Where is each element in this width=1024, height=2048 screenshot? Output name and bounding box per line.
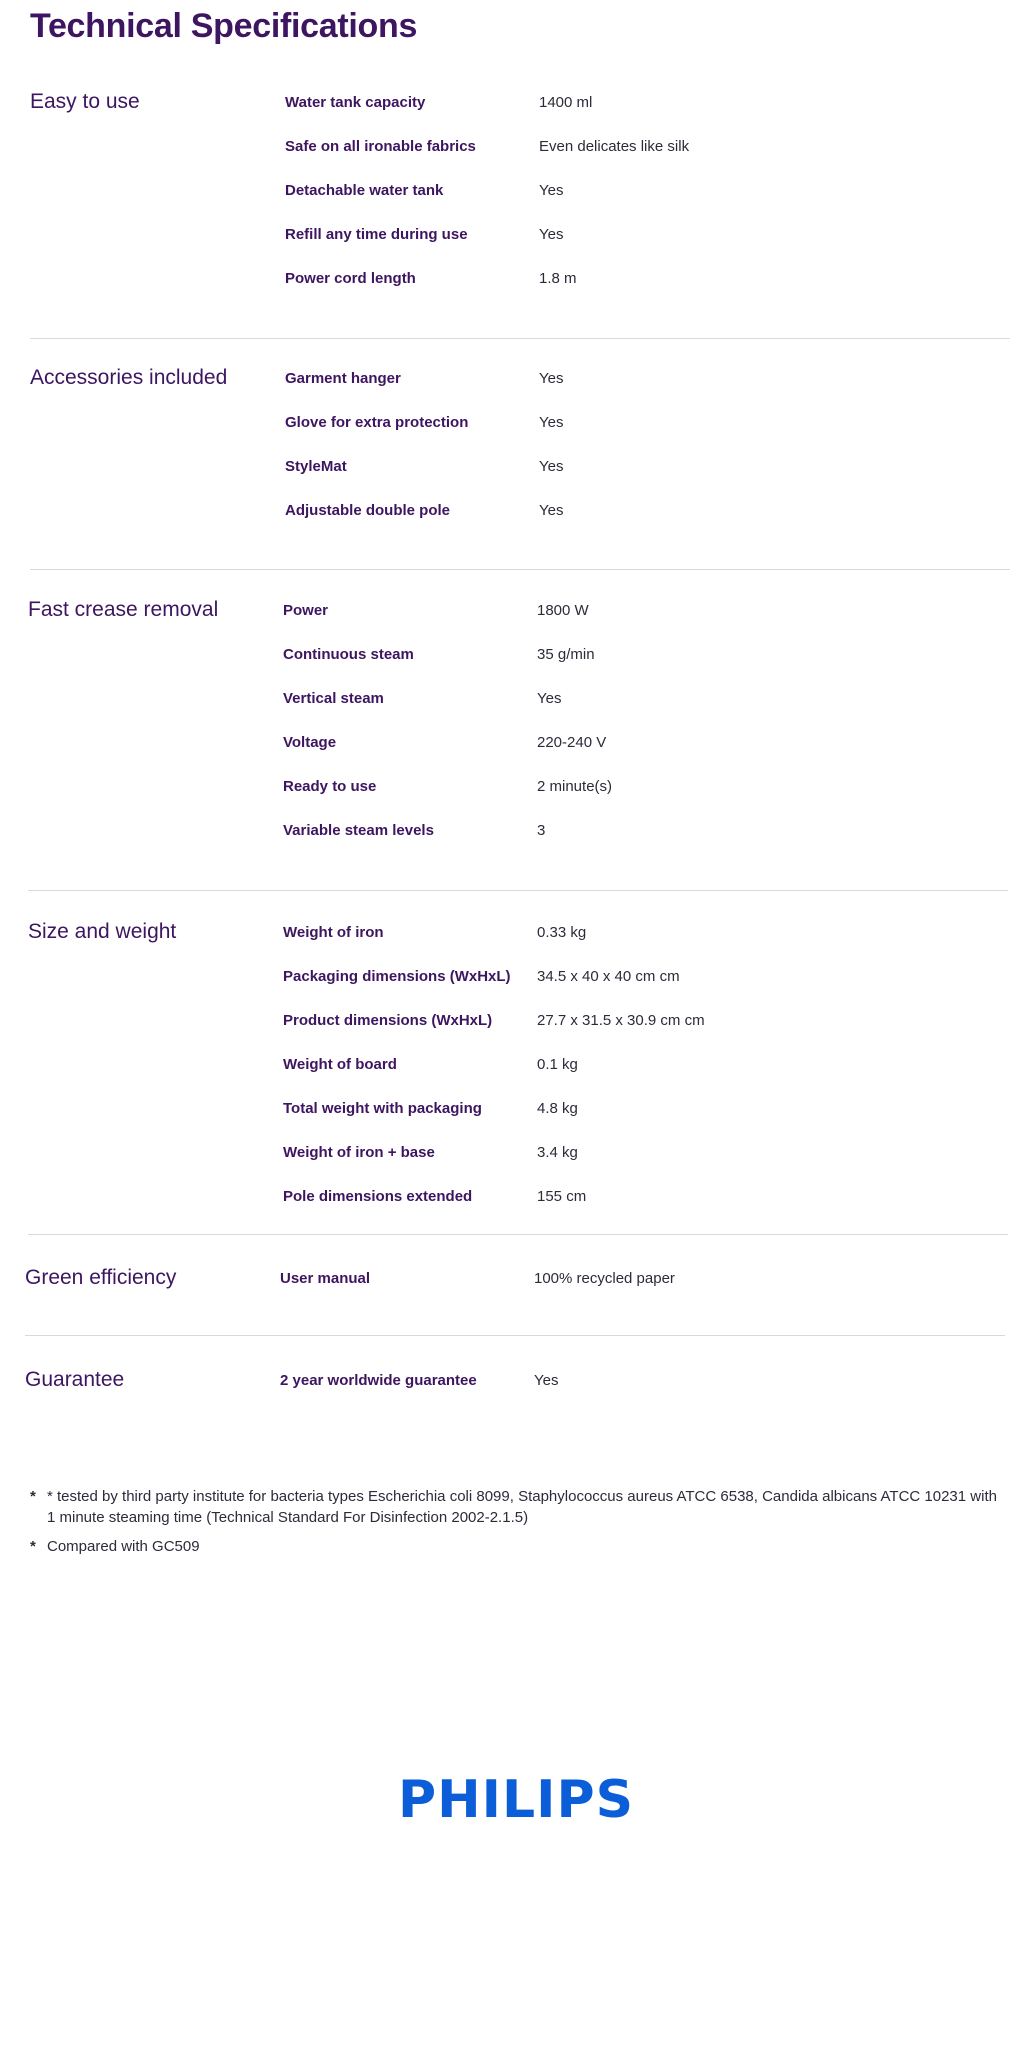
- spec-section-accessories-included: [30, 364, 1010, 570]
- spec-value: Yes: [534, 1372, 559, 1389]
- spec-value: 155 cm: [537, 1188, 587, 1205]
- spec-label: Glove for extra protection: [285, 414, 469, 431]
- spec-row: [283, 965, 1003, 1009]
- spec-value: 34.5 x 40 x 40 cm cm: [537, 968, 680, 985]
- footnote: [30, 1536, 1005, 1557]
- spec-list: [285, 367, 1005, 543]
- spec-label: Detachable water tank: [285, 182, 444, 199]
- spec-label: Voltage: [283, 734, 337, 751]
- spec-section-size-and-weight: [28, 918, 1008, 1235]
- spec-label: Total weight with packaging: [283, 1100, 482, 1117]
- spec-row: [283, 599, 1003, 643]
- spec-value: 4.8 kg: [537, 1100, 578, 1117]
- spec-list: [283, 599, 1003, 863]
- spec-value: 1.8 m: [539, 270, 577, 287]
- section-title: Accessories included: [30, 366, 228, 389]
- spec-value: 1800 W: [537, 602, 589, 619]
- spec-value: Yes: [539, 226, 564, 243]
- spec-value: Yes: [539, 458, 564, 475]
- spec-value: 0.33 kg: [537, 924, 587, 941]
- spec-label: Weight of board: [283, 1056, 397, 1073]
- spec-row: [285, 367, 1005, 411]
- spec-row: [285, 267, 1005, 311]
- spec-row: [285, 91, 1005, 135]
- spec-label: Ready to use: [283, 778, 377, 795]
- spec-value: Yes: [539, 414, 564, 431]
- spec-row: [285, 135, 1005, 179]
- spec-list: [280, 1369, 1000, 1413]
- spec-value: 0.1 kg: [537, 1056, 578, 1073]
- spec-value: 3.4 kg: [537, 1144, 578, 1161]
- spec-label: StyleMat: [285, 458, 347, 475]
- spec-label: Pole dimensions extended: [283, 1188, 473, 1205]
- footnote-text: * tested by third party institute for bacteria types Escherichia coli 8099, Staphylococcus aureus ATCC 6538, Candida albicans ATCC 10231 with 1 minute steaming time (Technical Standard For Disinfection 2002-2.1.5): [47, 1488, 997, 1526]
- footnote-asterisk: *: [30, 1538, 36, 1555]
- spec-row: [285, 223, 1005, 267]
- spec-label: Weight of iron + base: [283, 1144, 435, 1161]
- spec-label: Safe on all ironable fabrics: [285, 138, 476, 155]
- footnote: [30, 1486, 1005, 1528]
- spec-row: [283, 1053, 1003, 1097]
- spec-list: [285, 91, 1005, 311]
- spec-label: Product dimensions (WxHxL): [283, 1012, 493, 1029]
- spec-label: Power: [283, 602, 329, 619]
- spec-row: [283, 921, 1003, 965]
- spec-row: [283, 643, 1003, 687]
- spec-value: Yes: [539, 502, 564, 519]
- spec-section-fast-crease-removal: [28, 596, 1008, 891]
- spec-label: Water tank capacity: [285, 94, 426, 111]
- spec-value: 2 minute(s): [537, 778, 613, 795]
- section-title: Size and weight: [28, 920, 177, 943]
- spec-row: [285, 411, 1005, 455]
- spec-row: [283, 1097, 1003, 1141]
- section-title: Guarantee: [25, 1368, 125, 1391]
- spec-row: [285, 499, 1005, 543]
- spec-label: Continuous steam: [283, 646, 414, 663]
- spec-row: [280, 1369, 1000, 1413]
- section-title: Fast crease removal: [28, 598, 219, 621]
- spec-label: Refill any time during use: [285, 226, 468, 243]
- spec-row: [285, 179, 1005, 223]
- footnotes: [30, 1486, 1005, 1565]
- spec-label: Variable steam levels: [283, 822, 434, 839]
- spec-row: [283, 1185, 1003, 1229]
- page-title: Technical Specifications: [30, 7, 418, 45]
- spec-value: Even delicates like silk: [539, 138, 690, 155]
- section-title: Easy to use: [30, 90, 140, 113]
- spec-label: Packaging dimensions (WxHxL): [283, 968, 511, 985]
- spec-row: [283, 819, 1003, 863]
- spec-value: 3: [537, 822, 546, 839]
- spec-row: [283, 1009, 1003, 1053]
- footnote-text: Compared with GC509: [47, 1538, 200, 1555]
- spec-row: [283, 687, 1003, 731]
- spec-section-easy-to-use: [30, 88, 1010, 339]
- spec-label: Vertical steam: [283, 690, 384, 707]
- section-title: Green efficiency: [25, 1266, 177, 1289]
- spec-value: 35 g/min: [537, 646, 595, 663]
- spec-row: [285, 455, 1005, 499]
- spec-section-guarantee: [25, 1366, 1005, 1426]
- spec-row: [283, 731, 1003, 775]
- spec-value: Yes: [539, 182, 564, 199]
- philips-logo: PHILIPS: [398, 1770, 635, 1830]
- spec-row: [283, 1141, 1003, 1185]
- spec-label: Garment hanger: [285, 370, 401, 387]
- spec-value: 1400 ml: [539, 94, 593, 111]
- spec-label: Weight of iron: [283, 924, 384, 941]
- spec-label: Adjustable double pole: [285, 502, 451, 519]
- spec-value: Yes: [537, 690, 562, 707]
- spec-row: [283, 775, 1003, 819]
- spec-label: Power cord length: [285, 270, 416, 287]
- spec-label: User manual: [280, 1270, 371, 1287]
- spec-value: Yes: [539, 370, 564, 387]
- spec-list: [280, 1267, 1000, 1311]
- spec-row: [280, 1267, 1000, 1311]
- spec-section-green-efficiency: [25, 1264, 1005, 1336]
- spec-value: 100% recycled paper: [534, 1270, 675, 1287]
- spec-label: 2 year worldwide guarantee: [280, 1372, 477, 1389]
- footnote-asterisk: *: [30, 1488, 36, 1505]
- spec-value: 220-240 V: [537, 734, 607, 751]
- spec-value: 27.7 x 31.5 x 30.9 cm cm: [537, 1012, 705, 1029]
- spec-list: [283, 921, 1003, 1229]
